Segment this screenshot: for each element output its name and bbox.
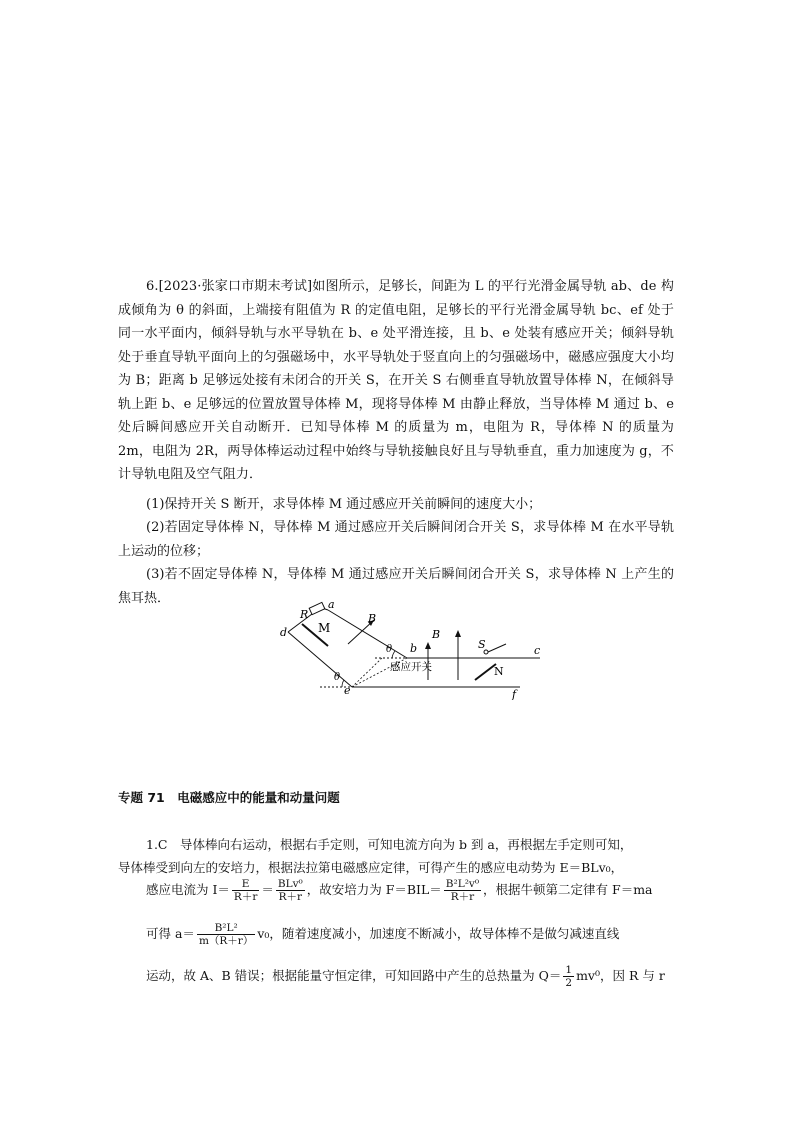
- text-l3c: ，故安培力为 F＝BIL＝: [306, 882, 442, 897]
- label-a: a: [328, 600, 335, 611]
- label-b: b: [410, 642, 418, 655]
- text-l5a: 运动，故 A、B 错误；根据能量守恒定律，可知回路中产生的总热量为 Q＝: [146, 968, 562, 983]
- frac4-den: m（R＋r）: [198, 935, 254, 947]
- frac3-num: B²L²v⁰: [445, 878, 480, 890]
- frac4-num: B²L²: [197, 922, 255, 935]
- label-N: N: [494, 665, 504, 678]
- bar-N: [475, 664, 496, 680]
- text-l3b: ＝: [261, 882, 274, 897]
- frac2-num: BLv⁰: [277, 878, 303, 890]
- label-f: f: [512, 688, 517, 700]
- label-theta2: θ: [334, 672, 341, 683]
- label-M: M: [318, 621, 331, 635]
- label-S: S: [478, 638, 486, 651]
- problem-stem-text: 如图所示，足够长，间距为 L 的平行光滑金属导轨 ab、de 构成倾角为 θ 的斜面，上端接有阻值为 R 的定值电阻，足够长的平行光滑金属导轨 bc、ef 处于同一水平面内，倾斜导轨与水平导轨在 b、e 处平滑连接，且 b、e 处装有感应开关；倾斜导轨处于垂直导轨平面向上的匀强磁场中，水平导轨处于竖直向上的匀强磁场中，磁感应强度大小均为 B；距离 b 足够远处接有未闭合的开关 S，在开关 S 右侧垂直导轨放置导体棒 N，在倾斜导轨上距 b、e 足够远的位置放置导体棒 M，现将导体棒 M 由静止释放，当导体棒 M 通过 b、e 处后瞬间感应开关自动断开．已知导体棒 M 的质量为 m，电阻为 R，导体棒 N 的质量为 2m，电阻为 2R，两导体棒运动过程中始终与导轨接触良好且与导轨垂直，重力加速度为 g，不计导轨电阻及空气阻力．: [118, 279, 674, 482]
- question-1: (1)保持开关 S 断开，求导体棒 M 通过感应开关前瞬间的速度大小；: [146, 497, 542, 512]
- label-B2: B: [432, 628, 441, 641]
- solution-line-3: [146, 878, 678, 903]
- label-theta1: θ: [386, 644, 393, 655]
- text-l3d: ，根据牛顿第二定律有 F＝ma: [483, 882, 653, 897]
- label-B1: B: [368, 612, 377, 625]
- fraction-5: [563, 964, 574, 989]
- solution-line-2: 导体棒受到向左的安培力，根据法拉第电磁感应定律，可得产生的感应电动势为 E＝BLv₀，: [118, 860, 624, 875]
- problem-stem: [118, 275, 674, 487]
- label-switch: 感应开关: [390, 661, 432, 673]
- label-R: R: [300, 608, 309, 621]
- question-3: (3)若不固定导体棒 N，导体棒 M 通过感应开关后瞬间闭合开关 S，求导体棒 N 上产生的焦耳热．: [118, 567, 674, 606]
- text-l4b: v₀，随着速度减小，加速度不断减小，故导体棒不是做匀减速直线: [257, 926, 620, 941]
- frac1-den: R＋r: [233, 891, 258, 903]
- fraction-3: [444, 878, 481, 903]
- solution-line-4: [146, 922, 678, 947]
- text-l4a: 可得 a＝: [146, 926, 195, 941]
- solution-line-1: 1.C 导体棒向右运动，根据右手定则，可知电流方向为 b 到 a，再根据左手定则可知，: [146, 837, 633, 852]
- solution-title: 专题 71 电磁感应中的能量和动量问题: [118, 790, 340, 805]
- problem-source: 6.[2023·张家口市期末考试]: [146, 279, 313, 294]
- text-l3a: 感应电流为 I＝: [146, 882, 230, 897]
- label-c: c: [534, 644, 541, 657]
- fraction-2: [276, 878, 305, 903]
- question-2: (2)若固定导体棒 N，导体棒 M 通过感应开关后瞬间闭合开关 S，求导体棒 M 在水平导轨上运动的位移；: [118, 520, 674, 559]
- solution-line-5: [146, 964, 678, 989]
- frac3-den: R＋r: [450, 891, 475, 903]
- frac1-num: E: [232, 878, 259, 891]
- label-e: e: [344, 684, 351, 697]
- frac5-den: 2: [565, 977, 573, 989]
- text-l5b: mv⁰，因 R 与 r: [576, 968, 665, 983]
- frac2-den: R＋r: [278, 891, 303, 903]
- physics-figure: [270, 600, 560, 700]
- frac5-num: 1: [565, 964, 573, 976]
- resistor-R: [309, 602, 325, 614]
- fraction-1: [232, 878, 259, 903]
- fraction-4: [197, 922, 255, 947]
- label-d: d: [280, 626, 288, 639]
